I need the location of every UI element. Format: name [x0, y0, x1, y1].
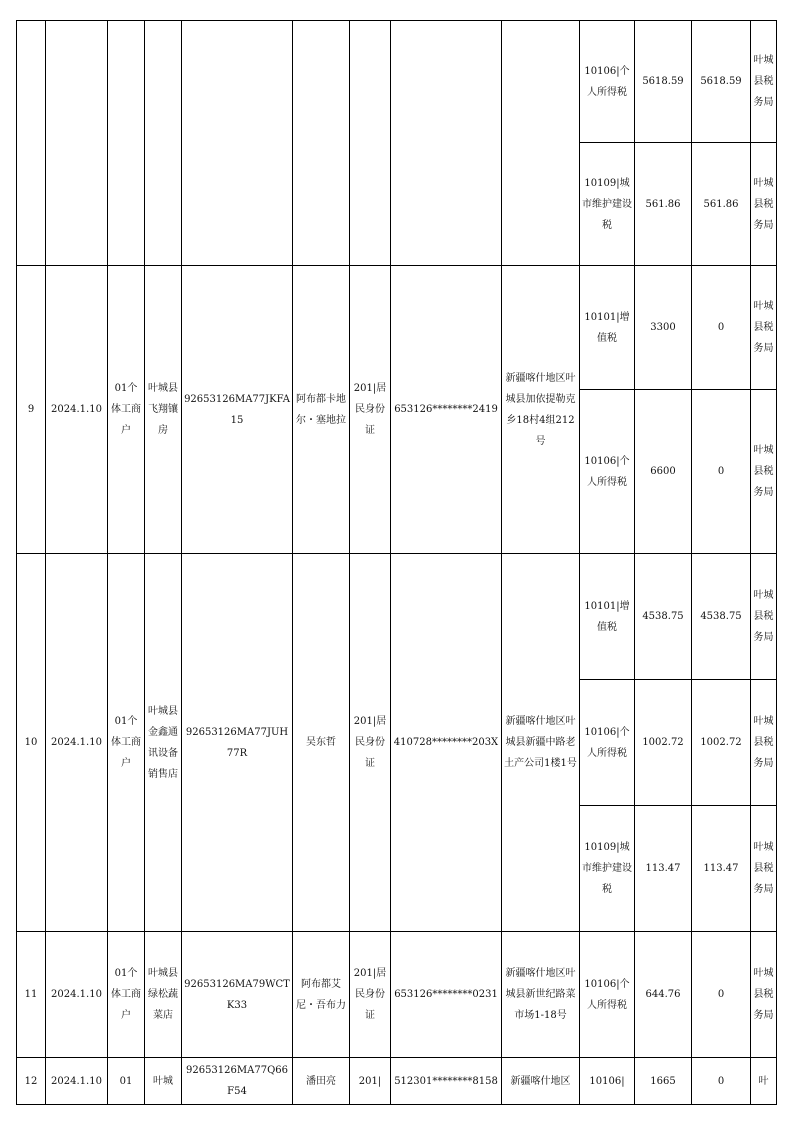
cell-tax-authority: 叶城县税务局: [751, 266, 777, 390]
cell-tax-paid: 1002.72: [692, 680, 751, 806]
cell-tax-authority: 叶城县税务局: [751, 932, 777, 1058]
cell-tax-item: 10106|: [580, 1058, 635, 1105]
cell-person: 吴东哲: [293, 554, 350, 932]
cell-seq: [17, 21, 46, 266]
table-row: [17, 932, 777, 1058]
table-row: [17, 554, 777, 680]
cell-tax-paid: 5618.59: [692, 21, 751, 143]
cell-person: [293, 21, 350, 266]
cell-id-type: 201|居民身份证: [350, 932, 391, 1058]
cell-credit-code: 92653126MA79WCTK33: [182, 932, 293, 1058]
cell-tax-authority: 叶城县税务局: [751, 680, 777, 806]
cell-shop-name: 叶城县绿松蔬菜店: [145, 932, 182, 1058]
cell-id-number: 512301********8158: [391, 1058, 502, 1105]
cell-tax-item: 10109|城市维护建设税: [580, 143, 635, 266]
cell-tax-authority: 叶: [751, 1058, 777, 1105]
cell-date: 2024.1.10: [46, 266, 108, 554]
cell-address: 新疆喀什地区叶城县加依提勒克乡18村4组212号: [502, 266, 580, 554]
cell-date: [46, 21, 108, 266]
cell-credit-code: 92653126MA77JKFA15: [182, 266, 293, 554]
cell-tax-item: 10106|个人所得税: [580, 390, 635, 554]
cell-id-type: [350, 21, 391, 266]
cell-tax-paid: 0: [692, 932, 751, 1058]
cell-credit-code: 92653126MA77Q66F54: [182, 1058, 293, 1105]
tax-record-table: [16, 20, 777, 1105]
cell-tax-item: 10101|增值税: [580, 266, 635, 390]
cell-tax-paid: 0: [692, 266, 751, 390]
cell-tax-amount: 4538.75: [635, 554, 692, 680]
cell-tax-amount: 6600: [635, 390, 692, 554]
cell-type: 01: [108, 1058, 145, 1105]
cell-tax-amount: 5618.59: [635, 21, 692, 143]
cell-tax-amount: 1002.72: [635, 680, 692, 806]
cell-credit-code: 92653126MA77JUH77R: [182, 554, 293, 932]
cell-tax-paid: 0: [692, 390, 751, 554]
cell-id-type: 201|: [350, 1058, 391, 1105]
cell-tax-amount: 1665: [635, 1058, 692, 1105]
cell-type: [108, 21, 145, 266]
cell-id-number: 410728********203X: [391, 554, 502, 932]
cell-tax-paid: 4538.75: [692, 554, 751, 680]
cell-address: 新疆喀什地区: [502, 1058, 580, 1105]
cell-id-number: [391, 21, 502, 266]
cell-date: 2024.1.10: [46, 1058, 108, 1105]
table-row: [17, 266, 777, 390]
cell-tax-item: 10101|增值税: [580, 554, 635, 680]
cell-tax-amount: 644.76: [635, 932, 692, 1058]
cell-shop-name: [145, 21, 182, 266]
cell-shop-name: 叶城: [145, 1058, 182, 1105]
cell-tax-authority: 叶城县税务局: [751, 143, 777, 266]
cell-tax-item: 10106|个人所得税: [580, 680, 635, 806]
table-row: [17, 1058, 777, 1105]
table-body: [17, 21, 777, 1105]
cell-id-number: 653126********2419: [391, 266, 502, 554]
cell-address: 新疆喀什地区叶城县新世纪路菜市场1-18号: [502, 932, 580, 1058]
cell-date: 2024.1.10: [46, 932, 108, 1058]
cell-type: 01个体工商户: [108, 266, 145, 554]
cell-tax-amount: 561.86: [635, 143, 692, 266]
cell-person: 潘田亮: [293, 1058, 350, 1105]
cell-tax-paid: 0: [692, 1058, 751, 1105]
cell-type: 01个体工商户: [108, 932, 145, 1058]
cell-shop-name: 叶城县金鑫通讯设备销售店: [145, 554, 182, 932]
cell-tax-amount: 3300: [635, 266, 692, 390]
cell-seq: 12: [17, 1058, 46, 1105]
cell-id-type: 201|居民身份证: [350, 554, 391, 932]
cell-seq: 11: [17, 932, 46, 1058]
cell-tax-authority: 叶城县税务局: [751, 390, 777, 554]
cell-id-type: 201|居民身份证: [350, 266, 391, 554]
cell-tax-authority: 叶城县税务局: [751, 806, 777, 932]
cell-person: 阿布都艾尼・吾布力: [293, 932, 350, 1058]
cell-address: [502, 21, 580, 266]
cell-person: 阿布都卡地尔・塞地拉: [293, 266, 350, 554]
cell-tax-authority: 叶城县税务局: [751, 554, 777, 680]
cell-address: 新疆喀什地区叶城县新疆中路老土产公司1楼1号: [502, 554, 580, 932]
cell-tax-paid: 113.47: [692, 806, 751, 932]
cell-tax-paid: 561.86: [692, 143, 751, 266]
cell-credit-code: [182, 21, 293, 266]
cell-tax-item: 10106|个人所得税: [580, 21, 635, 143]
cell-shop-name: 叶城县飞翔镶房: [145, 266, 182, 554]
cell-date: 2024.1.10: [46, 554, 108, 932]
table-row: [17, 21, 777, 143]
cell-type: 01个体工商户: [108, 554, 145, 932]
cell-seq: 10: [17, 554, 46, 932]
cell-tax-item: 10106|个人所得税: [580, 932, 635, 1058]
cell-tax-authority: 叶城县税务局: [751, 21, 777, 143]
cell-id-number: 653126********0231: [391, 932, 502, 1058]
cell-seq: 9: [17, 266, 46, 554]
cell-tax-amount: 113.47: [635, 806, 692, 932]
cell-tax-item: 10109|城市维护建设税: [580, 806, 635, 932]
